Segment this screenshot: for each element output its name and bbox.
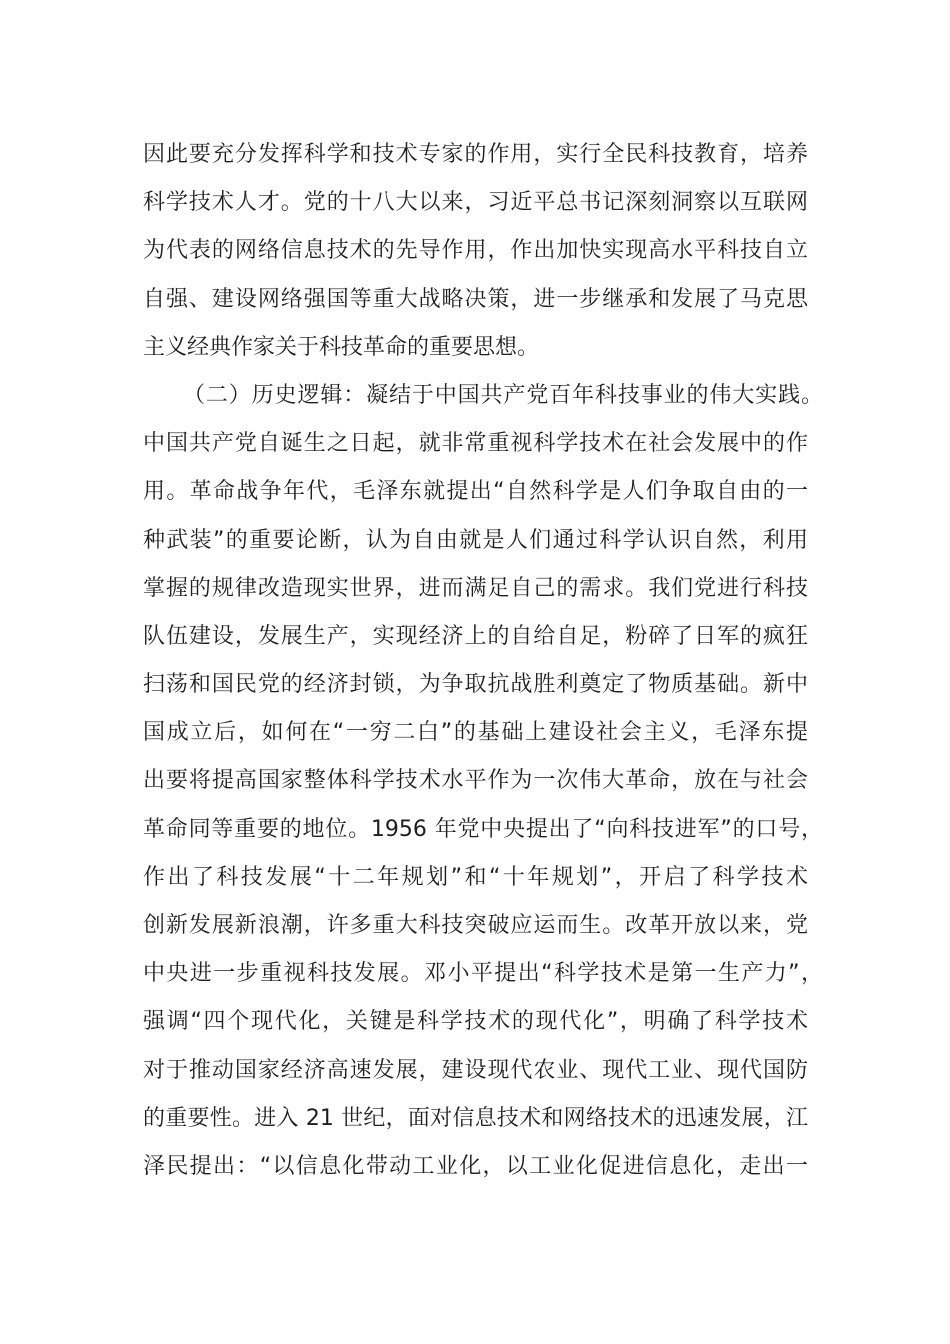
section-heading-line: （二）历史逻辑：凝结于中国共产党百年科技事业的伟大实践。 — [183, 382, 823, 408]
text-line: 创新发展新浪潮，许多重大科技突破应运而生。改革开放以来，党 — [143, 913, 808, 938]
text-line: 出要将提高国家整体科学技术水平作为一次伟大革命，放在与社会 — [143, 768, 808, 794]
text-line: 掌握的规律改造现实世界，进而满足自己的需求。我们党进行科技 — [143, 575, 808, 601]
text-line: 因此要充分发挥科学和技术专家的作用，实行全民科技教育，培养 — [143, 142, 808, 167]
text-line: 中央进一步重视科技发展。邓小平提出“科学技术是第一生产力”， — [143, 961, 823, 987]
text-line: 自强、建设网络强国等重大战略决策，进一步继承和发展了马克思 — [143, 286, 808, 312]
text-line: 革命同等重要的地位。1956 年党中央提出了“向科技进军”的口号， — [143, 816, 823, 842]
text-line: 主义经典作家关于科技革命的重要思想。 — [143, 334, 540, 360]
text-line: 为代表的网络信息技术的先导作用，作出加快实现高水平科技自立 — [143, 238, 808, 264]
text-line: 种武装”的重要论断，认为自由就是人们通过科学认识自然，利用 — [143, 527, 808, 553]
text-line: 的重要性。进入 21 世纪，面对信息技术和网络技术的迅速发展，江 — [143, 1105, 808, 1131]
text-line: 用。革命战争年代，毛泽东就提出“自然科学是人们争取自由的一 — [143, 479, 808, 505]
text-line: 扫荡和国民党的经济封锁，为争取抗战胜利奠定了物质基础。新中 — [143, 672, 808, 698]
document-body — [143, 131, 823, 1191]
text-line: 作出了科技发展“十二年规划”和“十年规划”，开启了科学技术 — [143, 864, 808, 890]
text-line: 泽民提出：“以信息化带动工业化，以工业化促进信息化，走出一 — [143, 1153, 808, 1179]
text-line: 国成立后，如何在“一穷二白”的基础上建设社会主义，毛泽东提 — [143, 720, 808, 746]
text-line: 队伍建设，发展生产，实现经济上的自给自足，粉碎了日军的疯狂 — [143, 623, 808, 649]
text-line: 中国共产党自诞生之日起，就非常重视科学技术在社会发展中的作 — [143, 431, 808, 457]
text-line: 科学技术人才。党的十八大以来，习近平总书记深刻洞察以互联网 — [143, 190, 808, 216]
text-line: 对于推动国家经济高速发展，建设现代农业、现代工业、现代国防 — [143, 1057, 808, 1083]
text-line: 强调“四个现代化，关键是科学技术的现代化”，明确了科学技术 — [143, 1009, 808, 1035]
